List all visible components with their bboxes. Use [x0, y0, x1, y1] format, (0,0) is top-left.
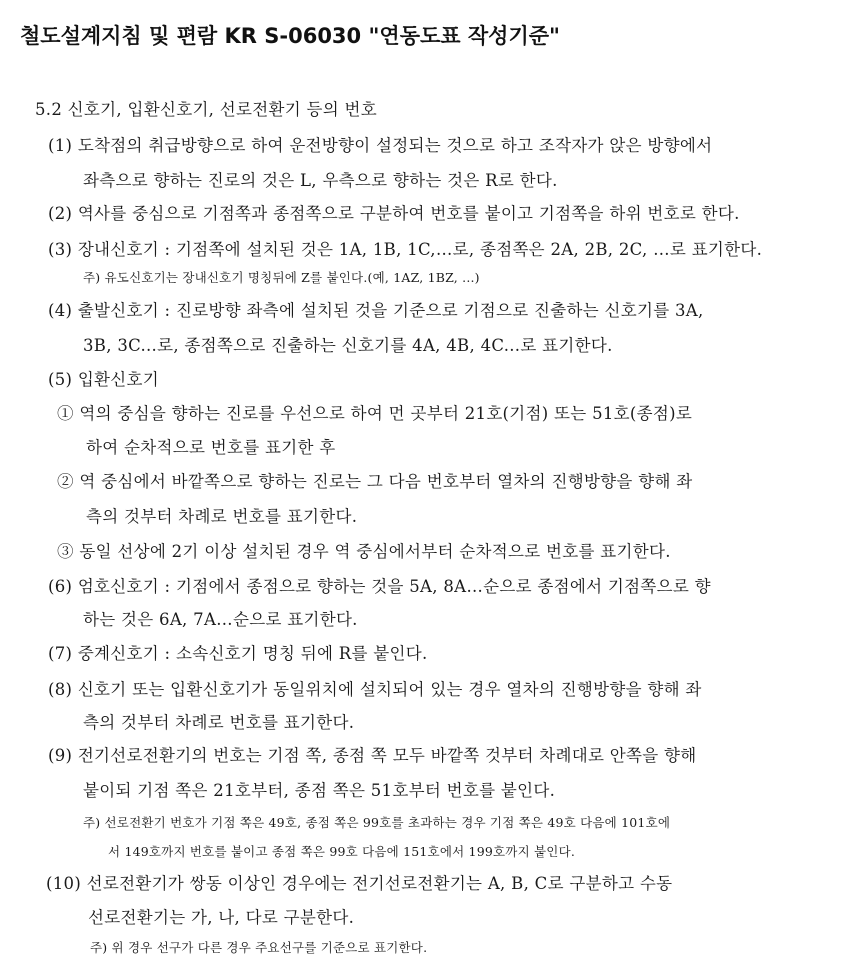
item-5-sub-3: ③ 동일 선상에 2기 이상 설치된 경우 역 중심에서부터 순차적으로 번호를 표기한다. — [57, 542, 671, 561]
item-10-line-2: 선로전환기는 가, 나, 다로 구분한다. — [88, 908, 355, 927]
item-5-sub-2-line-2: 측의 것부터 차례로 번호를 표기한다. — [86, 507, 358, 526]
item-5-sub-1-line-2: 하여 순차적으로 번호를 표기한 후 — [86, 438, 336, 457]
section-heading: 5.2 신호기, 입환신호기, 선로전환기 등의 번호 — [35, 100, 378, 119]
item-7: (7) 중계신호기 : 소속신호기 명칭 뒤에 R를 붙인다. — [48, 644, 428, 663]
item-5-sub-2-line-1: ② 역 중심에서 바깥쪽으로 향하는 진로는 그 다음 번호부터 열차의 진행방향을 향해 좌 — [57, 472, 693, 491]
item-2: (2) 역사를 중심으로 기점쪽과 종점쪽으로 구분하여 번호를 붙이고 기점쪽을 하위 번호로 한다. — [48, 204, 740, 223]
item-1-line-1: (1) 도착점의 취급방향으로 하여 운전방향이 설정되는 것으로 하고 조작자가 앉은 방향에서 — [48, 136, 713, 155]
item-9-note-line-2: 서 149호까지 번호를 붙이고 종점 쪽은 99호 다음에 151호에서 199호까지 붙인다. — [108, 844, 576, 859]
item-1-line-2: 좌측으로 향하는 진로의 것은 L, 우측으로 향하는 것은 R로 한다. — [83, 171, 558, 190]
item-4-line-2: 3B, 3C...로, 종점쪽으로 진출하는 신호기를 4A, 4B, 4C...로 표기한다. — [83, 336, 613, 355]
item-6-line-2: 하는 것은 6A, 7A…순으로 표기한다. — [83, 610, 358, 629]
item-9-line-2: 붙이되 기점 쪽은 21호부터, 종점 쪽은 51호부터 번호를 붙인다. — [83, 781, 556, 800]
item-10-note: 주) 위 경우 선구가 다른 경우 주요선구를 기준으로 표기한다. — [90, 940, 428, 955]
item-5-sub-1-line-1: ① 역의 중심을 향하는 진로를 우선으로 하여 먼 곳부터 21호(기점) 또는 51호(종점)로 — [57, 404, 693, 423]
item-3: (3) 장내신호기 : 기점쪽에 설치된 것은 1A, 1B, 1C,…로, 종점쪽은 2A, 2B, 2C, …로 표기한다. — [48, 240, 763, 259]
item-8-line-2: 측의 것부터 차례로 번호를 표기한다. — [83, 713, 355, 732]
item-8-line-1: (8) 신호기 또는 입환신호기가 동일위치에 설치되어 있는 경우 열차의 진행방향을 향해 좌 — [48, 680, 702, 699]
item-5: (5) 입환신호기 — [48, 370, 160, 389]
item-9-line-1: (9) 전기선로전환기의 번호는 기점 쪽, 종점 쪽 모두 바깥쪽 것부터 차례대로 안쪽을 향해 — [48, 746, 697, 765]
item-9-note-line-1: 주) 선로전환기 번호가 기점 쪽은 49호, 종점 쪽은 99호를 초과하는 경우 기점 쪽은 49호 다음에 101호에 — [83, 815, 671, 830]
page-title: 철도설계지침 및 편람 KR S-06030 "연동도표 작성기준" — [20, 24, 560, 48]
item-6-line-1: (6) 엄호신호기 : 기점에서 종점으로 향하는 것을 5A, 8A…순으로 종점에서 기점쪽으로 향 — [48, 577, 711, 596]
item-10-line-1: (10) 선로전환기가 쌍동 이상인 경우에는 전기선로전환기는 A, B, C로 구분하고 수동 — [46, 874, 673, 893]
item-4-line-1: (4) 출발신호기 : 진로방향 좌측에 설치된 것을 기준으로 기점으로 진출하는 신호기를 3A, — [48, 301, 704, 320]
item-3-note: 주) 유도신호기는 장내신호기 명칭뒤에 Z를 붙인다.(예, 1AZ, 1BZ, ...) — [83, 270, 480, 285]
